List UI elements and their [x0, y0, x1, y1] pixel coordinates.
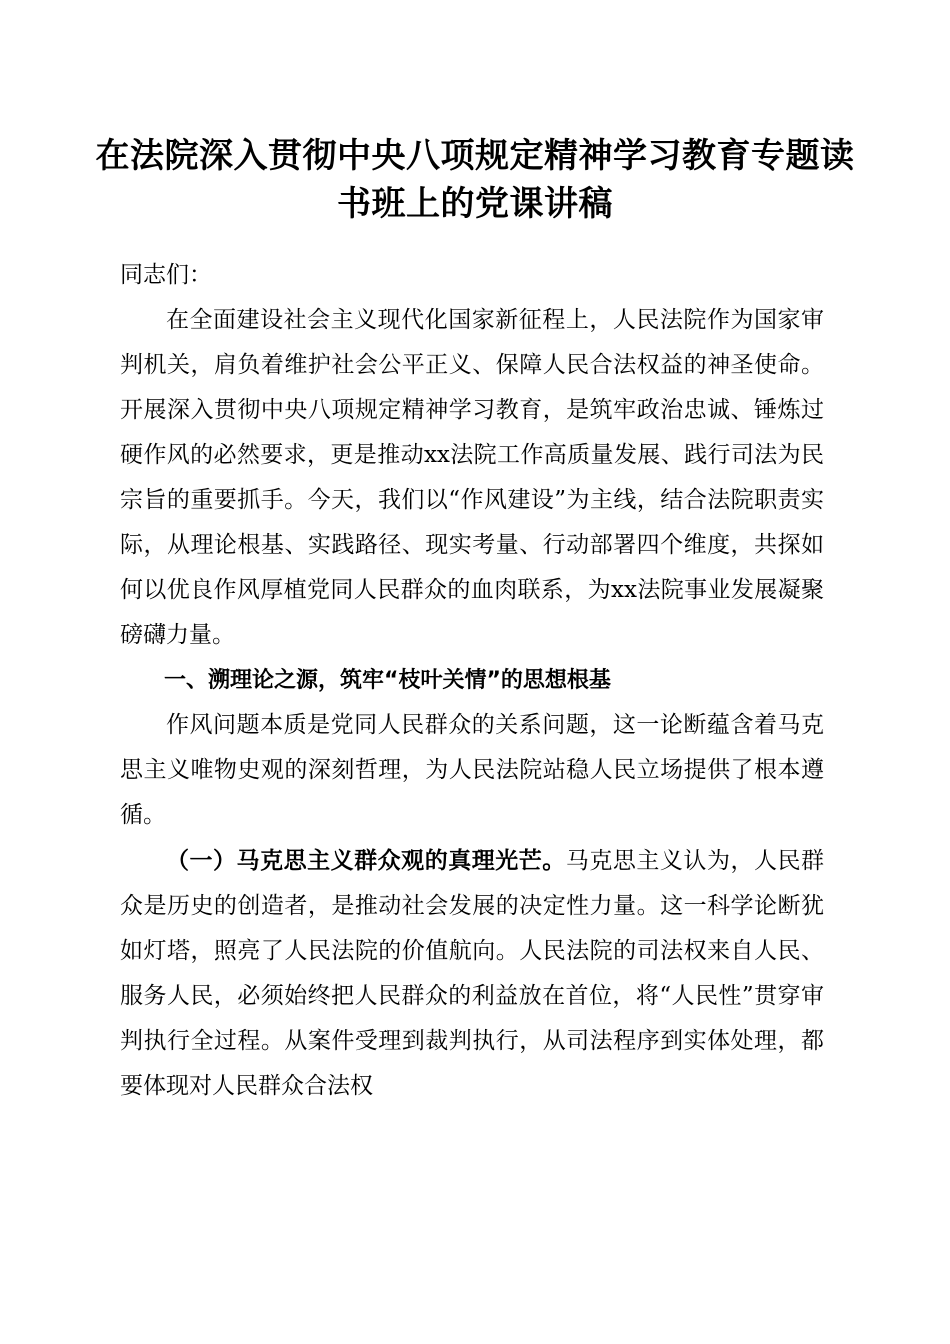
subsection-1-text: 马克思主义认为，人民群众是历史的创造者，是推动社会发展的决定性力量。这一科学论断犹如灯塔，照亮了人民法院的价值航向。人民法院的司法权来自人民、服务人民，必须始终把人民群众的利益放在首位，将“人民性”贯穿审判执行全过程。从案件受理到裁判执行，从司法程序到实体处理，都要体现对人民群众合法权 [120, 848, 825, 1099]
section-1-paragraph: 作风问题本质是党同人民群众的关系问题，这一论断蕴含着马克思主义唯物史观的深刻哲理，为人民法院站稳人民立场提供了根本遵循。 [120, 712, 824, 828]
document-title: 在法院深入贯彻中央八项规定精神学习教育专题读书班上的党课讲稿 [95, 136, 855, 224]
document-body [120, 253, 824, 1109]
intro-paragraph: 在全面建设社会主义现代化国家新征程上，人民法院作为国家审判机关，肩负着维护社会公平正义、保障人民合法权益的神圣使命。开展深入贯彻中央八项规定精神学习教育，是筑牢政治忠诚、锤炼过硬作风的必然要求，更是推动xx法院工作高质量发展、践行司法为民宗旨的重要抓手。今天，我们以“作风建设”为主线，结合法院职责实际，从理论根基、实践路径、现实考量、行动部署四个维度，共探如何以优良作风厚植党同人民群众的血肉联系，为xx法院事业发展凝聚磅礴力量。 [120, 307, 824, 648]
section-heading-1: 一、溯理论之源，筑牢“枝叶关情”的思想根基 [164, 668, 611, 693]
subsection-heading-1: （一）马克思主义群众观的真理光芒。 [166, 847, 566, 874]
subsection-1-paragraph [120, 838, 824, 1109]
salutation: 同志们： [120, 262, 212, 288]
